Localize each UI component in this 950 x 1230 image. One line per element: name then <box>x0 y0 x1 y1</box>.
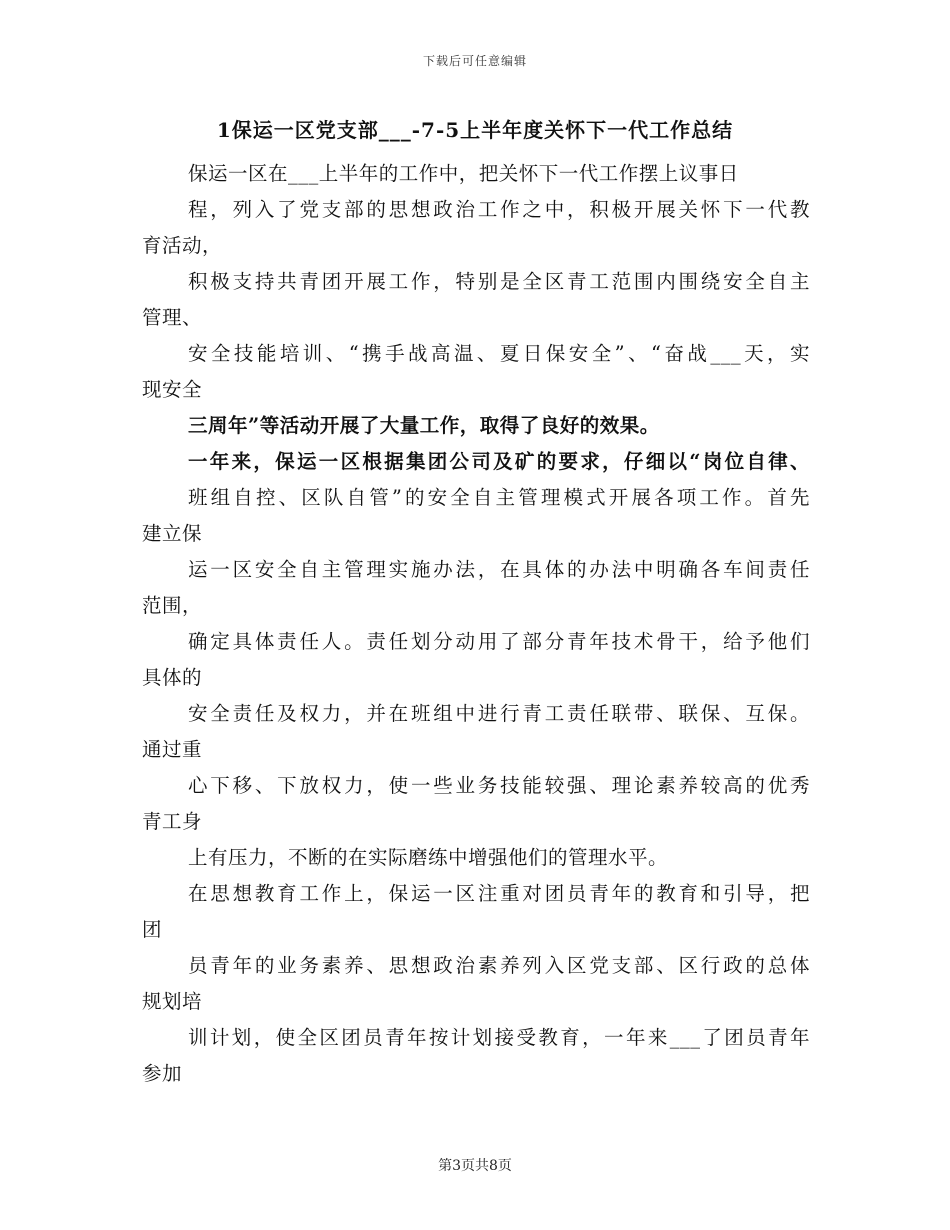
body-line: 上有压力，不断的在实际磨练中增强他们的管理水平。 <box>188 846 669 869</box>
body-line: 确定具体责任人。责任划分动用了部分青年技术骨干，给予他们 <box>188 630 810 653</box>
body-line: 员青年的业务素养、思想政治素养列入区党支部、区行政的总体 <box>188 954 810 977</box>
body-line: 积极支持共青团开展工作，特别是全区青工范围内围绕安全自主 <box>188 270 810 293</box>
body-line: 运一区安全自主管理实施办法，在具体的办法中明确各车间责任 <box>188 558 810 581</box>
page-number: 第3页共8页 <box>438 1158 512 1174</box>
document-title: 1保运一区党支部___-7-5上半年度关怀下一代工作总结 <box>216 118 734 142</box>
body-line: 现安全 <box>142 378 203 401</box>
body-line: 三周年”等活动开展了大量工作，取得了良好的效果。 <box>188 414 660 437</box>
body-line: 育活动， <box>142 234 223 257</box>
body-line: 安全责任及权力，并在班组中进行青工责任联带、联保、互保。 <box>188 702 810 725</box>
body-line: 具体的 <box>142 666 203 689</box>
body-line: 安全技能培训、“携手战高温、夏日保安全”、“奋战___天，实 <box>188 342 810 365</box>
body-line: 参加 <box>142 1062 183 1085</box>
header-note: 下载后可任意编辑 <box>422 54 527 68</box>
body-line: 通过重 <box>142 738 203 761</box>
body-line: 范围， <box>142 594 203 617</box>
body-line: 心下移、下放权力，使一些业务技能较强、理论素养较高的优秀 <box>188 774 810 797</box>
body-line: 管理、 <box>142 306 203 329</box>
body-line: 班组自控、区队自管”的安全自主管理模式开展各项工作。首先 <box>188 486 810 509</box>
body-line: 建立保 <box>142 522 203 545</box>
body-line: 保运一区在___上半年的工作中，把关怀下一代工作摆上议事日 <box>188 162 739 185</box>
body-line: 团 <box>142 918 163 941</box>
body-line: 青工身 <box>142 810 203 833</box>
body-line: 在思想教育工作上，保运一区注重对团员青年的教育和引导，把 <box>188 882 810 905</box>
document-body <box>142 156 810 1092</box>
body-line: 程，列入了党支部的思想政治工作之中，积极开展关怀下一代教 <box>188 198 810 221</box>
body-line: 训计划，使全区团员青年按计划接受教育，一年来___了团员青年 <box>188 1026 810 1049</box>
body-line: 一年来，保运一区根据集团公司及矿的要求，仔细以“岗位自律、 <box>188 450 810 473</box>
body-line: 规划培 <box>142 990 203 1013</box>
